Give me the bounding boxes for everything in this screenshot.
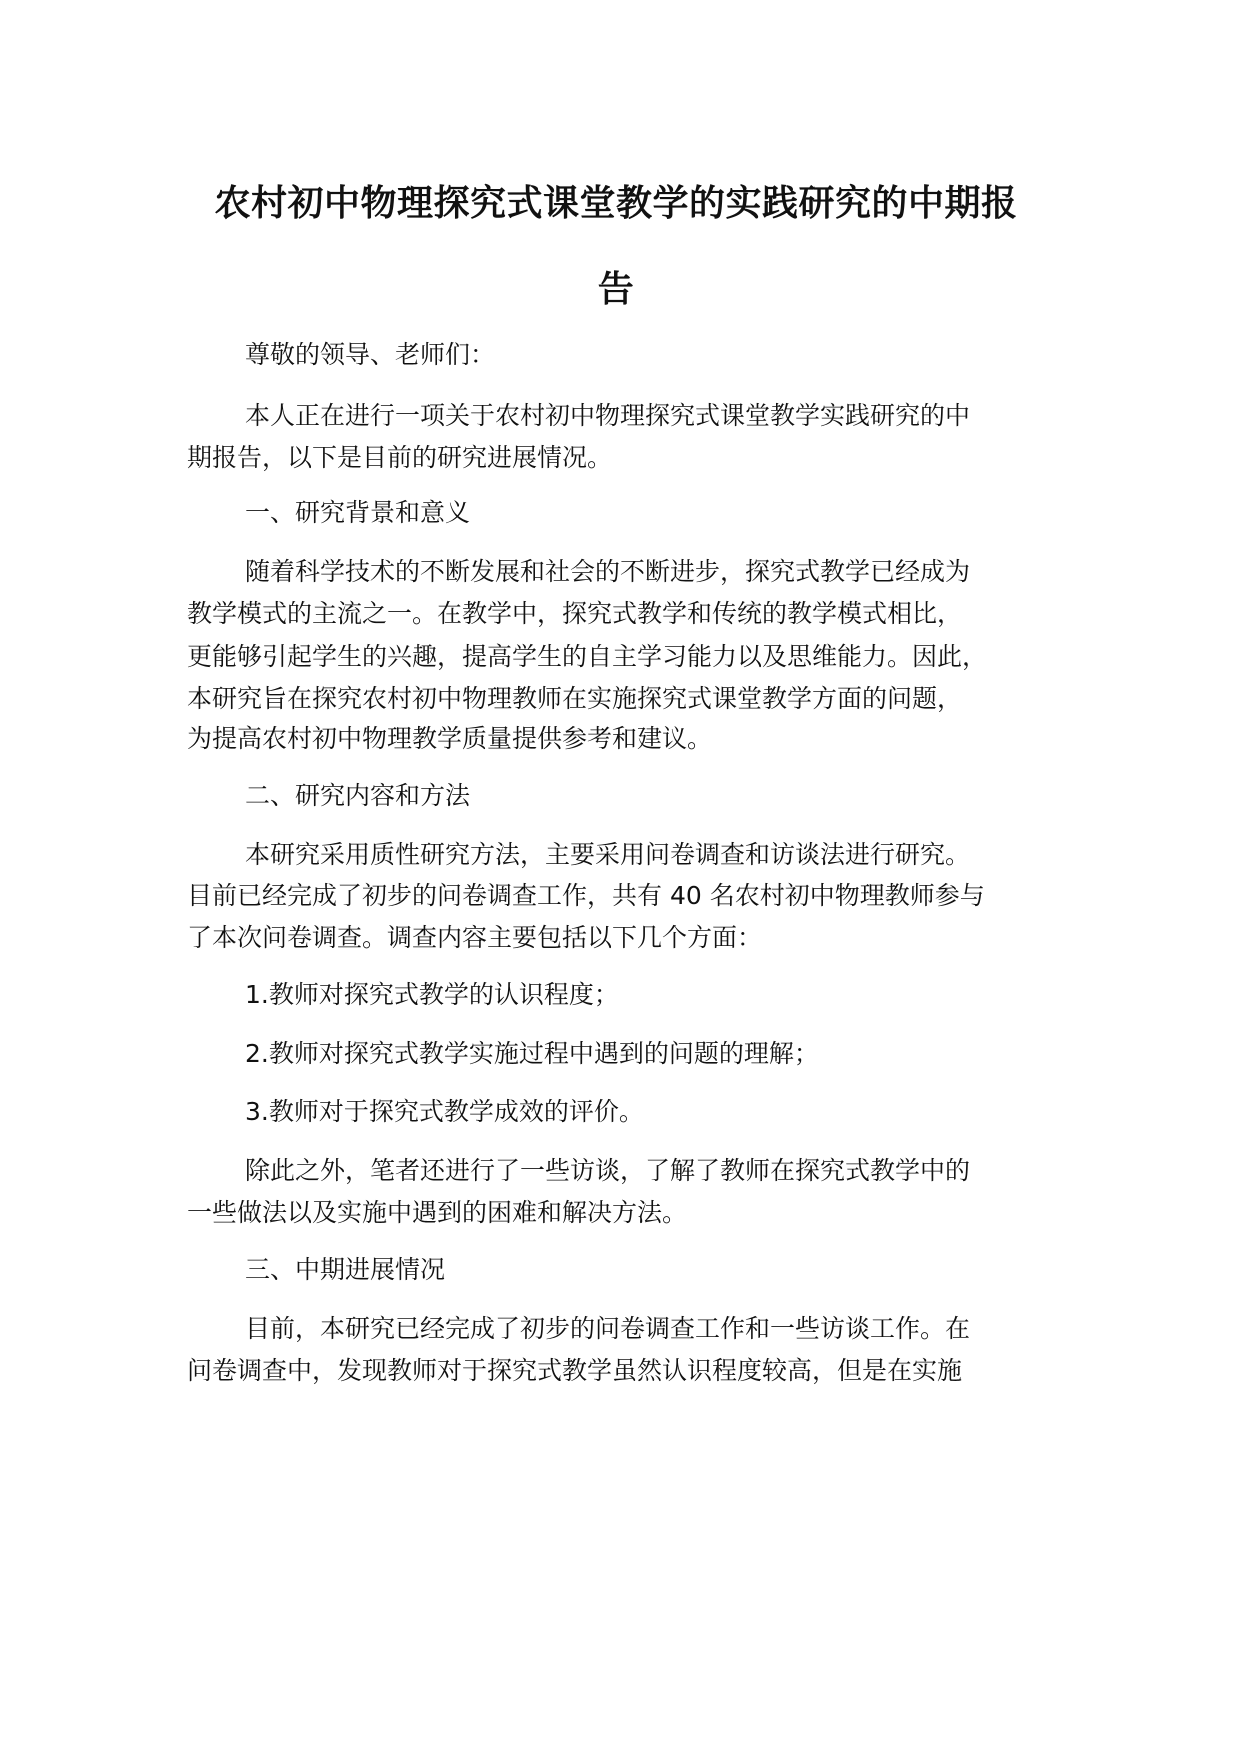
section3-line-2: 问卷调查中，发现教师对于探究式教学虽然认识程度较高，但是在实施 [187,1356,963,1385]
section2-item-1: 1.教师对探究式教学的认识程度； [245,980,619,1009]
section1-heading: 一、研究背景和意义 [245,498,471,527]
section1-line-1: 随着科学技术的不断发展和社会的不断进步，探究式教学已经成为 [245,557,971,586]
document-title-line-2: 告 [597,269,635,310]
document-title-line-1: 农村初中物理探究式课堂教学的实践研究的中期报 [214,183,1018,224]
section2-item-2: 2.教师对探究式教学实施过程中遇到的问题的理解； [245,1039,819,1068]
section2-closing-line-2: 一些做法以及实施中遇到的困难和解决方法。 [187,1198,688,1227]
section1-line-4: 本研究旨在探究农村初中物理教师在实施探究式课堂教学方面的问题， [187,684,963,713]
section2-item-3: 3.教师对于探究式教学成效的评价。 [245,1097,644,1126]
section3-heading: 三、中期进展情况 [245,1255,446,1284]
intro-line-2: 期报告，以下是目前的研究进展情况。 [187,443,613,472]
section2-line-2: 目前已经完成了初步的问卷调查工作，共有 40 名农村初中物理教师参与 [187,881,985,910]
greeting: 尊敬的领导、老师们： [245,340,496,369]
section2-line-1: 本研究采用质性研究方法，主要采用问卷调查和访谈法进行研究。 [245,840,971,869]
section1-line-2: 教学模式的主流之一。在教学中，探究式教学和传统的教学模式相比， [187,599,963,628]
section1-line-3: 更能够引起学生的兴趣，提高学生的自主学习能力以及思维能力。因此， [187,642,988,671]
section1-line-5: 为提高农村初中物理教学质量提供参考和建议。 [187,724,713,753]
section2-heading: 二、研究内容和方法 [245,781,471,810]
section2-closing-line-1: 除此之外，笔者还进行了一些访谈，了解了教师在探究式教学中的 [245,1156,971,1185]
intro-line-1: 本人正在进行一项关于农村初中物理探究式课堂教学实践研究的中 [245,401,971,430]
section2-line-3: 了本次问卷调查。调查内容主要包括以下几个方面： [187,923,763,952]
section3-line-1: 目前，本研究已经完成了初步的问卷调查工作和一些访谈工作。在 [245,1314,971,1343]
